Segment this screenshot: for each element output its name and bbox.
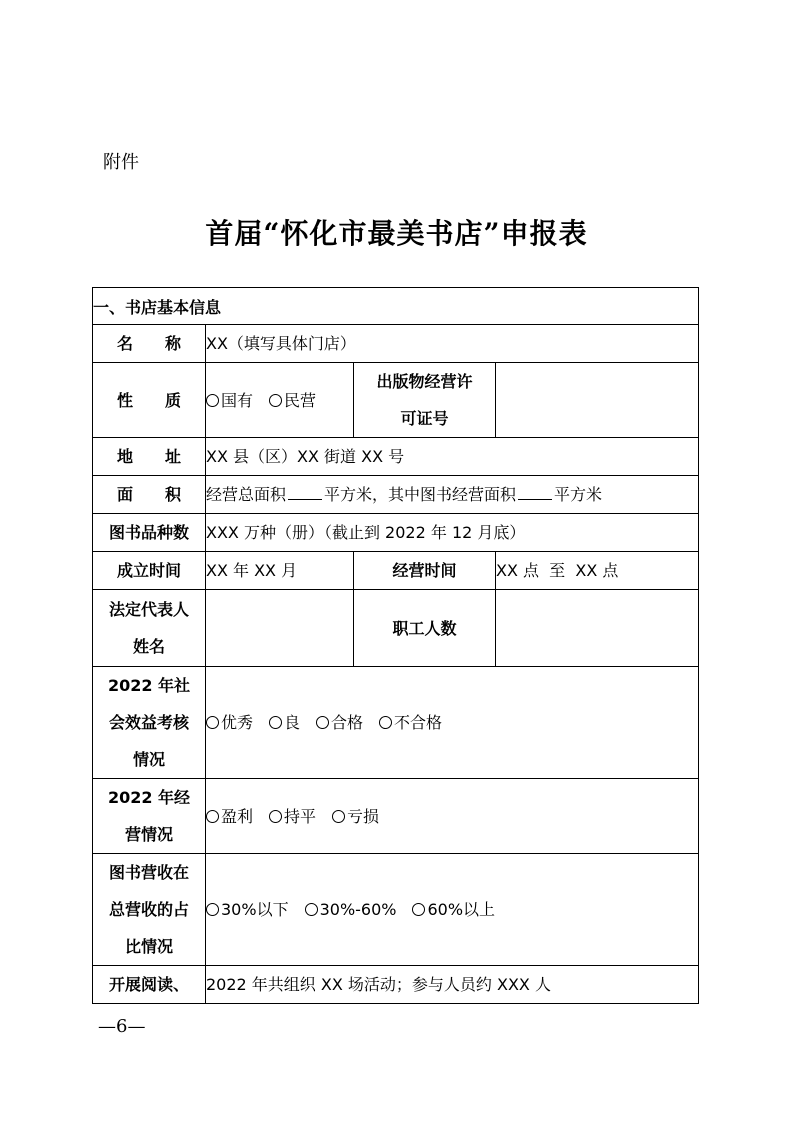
field-label-hours: 经营时间: [354, 552, 496, 590]
option-state-owned[interactable]: 国有: [206, 382, 253, 419]
option-excellent[interactable]: 优秀: [206, 704, 253, 741]
address-value: XX 县（区）XX 街道 XX 号: [206, 438, 699, 476]
radio-circle-icon: [269, 810, 282, 823]
revenue-share-options: [206, 854, 699, 966]
field-label-social-benefit: 2022 年社 会效益考核 情况: [93, 667, 206, 779]
radio-circle-icon: [269, 716, 282, 729]
attachment-label: 附件: [103, 152, 139, 173]
section-row: [93, 288, 699, 325]
field-label-operation: 2022 年经 营情况: [93, 779, 206, 854]
option-above-60[interactable]: 60%以上: [412, 891, 495, 928]
radio-circle-icon: [305, 903, 318, 916]
option-profit[interactable]: 盈利: [206, 798, 253, 835]
reading-value: 2022 年共组织 XX 场活动；参与人员约 XXX 人: [206, 966, 699, 1004]
field-label-staff: 职工人数: [354, 590, 496, 667]
table-row: [93, 438, 699, 476]
field-label-established: 成立时间: [93, 552, 206, 590]
table-row: [93, 514, 699, 552]
operation-options: [206, 779, 699, 854]
table-row: [93, 552, 699, 590]
table-row: [93, 590, 699, 667]
radio-circle-icon: [206, 903, 219, 916]
established-value: XX 年 XX 月: [206, 552, 354, 590]
hours-value: XX 点 至 XX 点: [496, 552, 699, 590]
option-good[interactable]: 良: [269, 704, 300, 741]
nature-options: [206, 363, 354, 438]
radio-circle-icon: [206, 716, 219, 729]
field-label-address: 地 址: [93, 438, 206, 476]
legal-rep-value[interactable]: [206, 590, 354, 667]
radio-circle-icon: [412, 903, 425, 916]
option-loss[interactable]: 亏损: [332, 798, 379, 835]
table-row: [93, 325, 699, 363]
field-label-legal-rep: 法定代表人 姓名: [93, 590, 206, 667]
option-private[interactable]: 民营: [269, 382, 316, 419]
table-row: [93, 854, 699, 966]
field-label-name: 名 称: [93, 325, 206, 363]
field-label-varieties: 图书品种数: [93, 514, 206, 552]
option-qualified[interactable]: 合格: [316, 704, 363, 741]
document-title: 首届“怀化市最美书店”申报表: [205, 217, 588, 250]
table-row: [93, 476, 699, 514]
table-row: [93, 363, 699, 438]
radio-circle-icon: [316, 716, 329, 729]
section-heading: 一、书店基本信息: [93, 288, 699, 325]
field-label-area: 面 积: [93, 476, 206, 514]
varieties-value: XXX 万种（册）（截止到 2022 年 12 月底）: [206, 514, 699, 552]
table-row: [93, 779, 699, 854]
store-name-value: XX（填写具体门店）: [206, 325, 699, 363]
staff-value[interactable]: [496, 590, 699, 667]
radio-circle-icon: [269, 394, 282, 407]
book-area-blank[interactable]: [518, 485, 552, 500]
field-label-nature: 性 质: [93, 363, 206, 438]
field-label-license: 出版物经营许 可证号: [354, 363, 496, 438]
table-row: [93, 966, 699, 1004]
option-unqualified[interactable]: 不合格: [379, 704, 442, 741]
social-benefit-options: [206, 667, 699, 779]
total-area-blank[interactable]: [288, 485, 322, 500]
option-break-even[interactable]: 持平: [269, 798, 316, 835]
area-value: 经营总面积 平方米，其中图书经营面积 平方米: [206, 476, 699, 514]
radio-circle-icon: [379, 716, 392, 729]
option-30-60[interactable]: 30%-60%: [305, 891, 397, 928]
radio-circle-icon: [206, 810, 219, 823]
application-form-table: [92, 287, 699, 1004]
license-value[interactable]: [496, 363, 699, 438]
field-label-reading: 开展阅读、: [93, 966, 206, 1004]
radio-circle-icon: [332, 810, 345, 823]
table-row: [93, 667, 699, 779]
field-label-revenue-share: 图书营收在 总营收的占 比情况: [93, 854, 206, 966]
option-below-30[interactable]: 30%以下: [206, 891, 289, 928]
radio-circle-icon: [206, 394, 219, 407]
page-number: —6—: [98, 1016, 146, 1037]
